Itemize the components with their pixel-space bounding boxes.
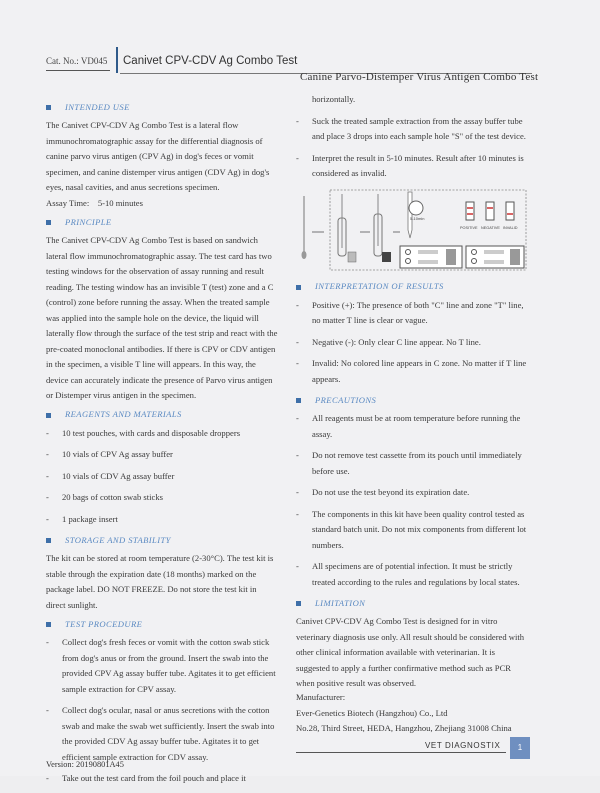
list-item-text: The components in this kit have been quality control tested as standard batch unit. Do not mix components from different lot numbers. <box>312 508 527 550</box>
principle-text: The Canivet CPV-CDV Ag Combo Test is based on sandwich lateral flow immunochromatographic assay. The test card has two testing windows for the observation of assay running and result reading. The testing window has an invisible T (test) zone and a C (control) zone before running the assay. When the treated sample was applied into the sample hole on the device, the liquid will laterally flow through the surface of the test strip and react with the pre-coated monoclonal antibodies. If there is CPV or CDV antigen in the specimen, a visible T line will appears. In this way, the device can accurately indicate the presence of Parvo virus antigen or Distemper virus antigen in the specimen. <box>46 235 278 400</box>
limitation-text: Canivet CPV-CDV Ag Combo Test is designed for in vitro veterinary diagnosis use only. All result should be considered with other clinical information available with veterinarian. It is suggested to apply a further confirmative method such as PCR when positive result was observed. <box>296 616 525 688</box>
section-heading-procedure <box>46 617 278 632</box>
reagents-list <box>46 426 278 528</box>
list-item-text: 10 vials of CPV Ag assay buffer <box>62 449 173 459</box>
intended-use-text: The Canivet CPV-CDV Ag Combo Test is a lateral flow immunochromatographic assay for the differential diagnosis of canine parvo virus antigen (CPV Ag) in dog's feces or vomit specimen, and canine distemper virus antigen (CDV Ag) in dog's eyes, nasal cavities, and anus secretions specimen. <box>46 120 270 192</box>
list-item: - Do not use the test beyond its expiration date. <box>296 487 470 497</box>
footer-rule <box>296 752 506 753</box>
list-item-text: Take out the test card from the foil pouch and place it <box>62 773 246 783</box>
list-item: - The components in this kit have been quality control tested as standard batch unit. Do not mix components from different lot numbers. <box>296 508 527 550</box>
list-item: - 10 vials of CDV Ag assay buffer <box>46 470 175 481</box>
section-title: INTERPRETATION OF RESULTS <box>315 281 444 292</box>
version-text: Version: 20190801A45 <box>46 760 124 769</box>
storage-text: The kit can be stored at room temperature (2-30°C). The test kit is stable through the expiration date (18 months) marked on the package label. DO NOT FREEZE. Do not store the test kit in direct sunlight. <box>46 553 274 610</box>
bullet-square-icon <box>296 398 301 403</box>
manufacturer-label: Manufacturer: <box>296 692 346 702</box>
section-heading-reagents <box>46 408 278 423</box>
section-title: STORAGE AND STABILITY <box>65 534 171 545</box>
result-label-negative: NEGATIVE <box>481 225 500 230</box>
tube-box-icon <box>348 252 356 262</box>
result-positive-icon <box>466 202 474 220</box>
brand-name: VET DIAGNOSTIX <box>425 741 501 750</box>
list-item: - All specimens are of potential infection. It must be strictly treated according to the rules and regulations by local states. <box>296 561 520 587</box>
list-item-text: Collect dog's fresh feces or vomit with the cotton swab stick from dog's anus or from the ground. Insert the swab into the provided CPV Ag assay buffer tube. Agitates it to get efficient sample extraction for CPV assay. <box>62 637 276 694</box>
section-title: PRECAUTIONS <box>315 394 377 405</box>
list-item-text: Do not use the test beyond its expiration date. <box>312 487 470 497</box>
product-subtitle: Canine Parvo-Distemper Virus Antigen Combo Test <box>300 71 539 83</box>
list-item: - 1 package insert <box>46 513 118 524</box>
list-item: - Positive (+): The presence of both "C" line and zone "T" line, no matter T line is clear or vague. <box>296 299 524 325</box>
section-heading-intended-use <box>46 100 278 115</box>
list-item-text: Negative (-): Only clear C line appear. No T line. <box>312 336 481 347</box>
card-label-area <box>510 249 520 265</box>
list-item-text: Positive (+): The presence of both "C" line and zone "T" line, no matter T line is clear or vague. <box>312 299 524 325</box>
section-heading-storage <box>46 533 278 548</box>
result-invalid-icon <box>506 202 514 220</box>
manufacturer-name: Ever-Genetics Biotech (Hangzhou) Co., Ltd <box>296 707 448 718</box>
bullet-square-icon <box>296 601 301 606</box>
swab-tip <box>302 251 307 259</box>
manufacturer-address: No.28, Third Street, HEDA, Hangzhou, Zhejiang 31008 China <box>296 723 512 733</box>
procedure-illustration <box>296 188 528 274</box>
section-title: INTENDED USE <box>65 101 130 112</box>
manufacturer-block <box>296 690 512 737</box>
bullet-square-icon <box>46 622 51 627</box>
list-item-text: Interpret the result in 5-10 minutes. Result after 10 minutes is considered as invalid. <box>312 152 524 178</box>
bullet-square-icon <box>46 538 51 543</box>
list-item: - Take out the test card from the foil pouch and place it <box>46 773 246 783</box>
bullet-square-icon <box>46 413 51 418</box>
dropper-icon <box>408 192 412 238</box>
result-negative-icon <box>486 202 494 220</box>
assay-time: Assay Time: 5-10 minutes <box>46 197 143 208</box>
tube-box-icon <box>382 252 391 262</box>
section-heading-interpretation <box>296 280 528 295</box>
result-label-positive: POSITIVE <box>460 225 478 230</box>
interpretation-list <box>296 298 528 388</box>
list-item-text: Invalid: No colored line appears in C zone. No matter if T line appears. <box>312 358 527 384</box>
section-title: TEST PROCEDURE <box>65 618 143 629</box>
product-title: Canivet CPV-CDV Ag Combo Test <box>123 55 298 67</box>
section-title: PRINCIPLE <box>65 216 112 227</box>
timer-icon <box>409 201 423 215</box>
list-item-text: 10 test pouches, with cards and disposable droppers <box>62 427 241 438</box>
list-item: - 20 bags of cotton swab sticks <box>46 492 163 502</box>
bullet-square-icon <box>296 285 301 290</box>
precautions-list <box>296 411 528 590</box>
list-item: - Do not remove test cassette from its pouch until immediately before use. <box>296 450 522 476</box>
list-item-text: All specimens are of potential infection. It must be strictly treated according to the rules and regulations by local states. <box>312 561 520 587</box>
header-underline <box>46 70 110 71</box>
section-heading-principle <box>46 215 278 230</box>
list-item: - Negative (-): Only clear C line appear. No T line. <box>296 336 481 347</box>
list-item-text: 10 vials of CDV Ag assay buffer <box>62 470 175 481</box>
card-label-area <box>446 249 456 265</box>
list-item: - 10 test pouches, with cards and disposable droppers <box>46 427 241 438</box>
list-item-text: Do not remove test cassette from its pouch until immediately before use. <box>312 450 522 476</box>
page-number-badge: 1 <box>510 737 530 759</box>
list-item-text: All reagents must be at room temperature before running the assay. <box>312 413 521 439</box>
test-window <box>484 260 504 264</box>
result-label-invalid: INVALID <box>503 225 518 230</box>
header-divider <box>116 47 118 73</box>
list-item: - Interpret the result in 5-10 minutes. Result after 10 minutes is considered as invalid. <box>296 152 524 178</box>
list-item: - All reagents must be at room temperature before running the assay. <box>296 413 521 439</box>
list-item-text: Collect dog's ocular, nasal or anus secretions with the cotton swab and make the swab wet sufficiently. Insert the swab into the provided CDV Ag assay buffer tube. Agitates it to get efficient sample extraction for CDV assay. <box>62 705 275 762</box>
timer-label: 5-10min <box>410 215 425 221</box>
continued-text: horizontally. <box>312 94 356 104</box>
section-title: LIMITATION <box>315 597 366 608</box>
section-heading-precautions <box>296 393 528 408</box>
list-item: - Invalid: No colored line appears in C zone. No matter if T line appears. <box>296 358 527 384</box>
list-item-text: Suck the treated sample extraction from the assay buffer tube and place 3 drops into each sample hole "S" of the test device. <box>312 115 526 141</box>
bullet-square-icon <box>46 105 51 110</box>
list-item: - Collect dog's ocular, nasal or anus secretions with the cotton swab and make the swab wet sufficiently. Insert the swab into the provided CDV Ag assay buffer tube. Agitates it to get efficient sample extraction for CDV assay. <box>46 705 275 762</box>
test-window <box>418 250 438 254</box>
procedure-diagram <box>296 188 528 274</box>
section-title: REAGENTS AND MATERIALS <box>65 409 182 420</box>
test-window <box>418 260 438 264</box>
list-item-text: 1 package insert <box>62 513 118 524</box>
section-heading-limitation <box>296 596 528 611</box>
list-item: - Collect dog's fresh feces or vomit with the cotton swab stick from dog's anus or from the ground. Insert the swab into the provided CPV Ag assay buffer tube. Agitates it to get efficient sample extraction for CPV assay. <box>46 637 276 694</box>
bullet-square-icon <box>46 220 51 225</box>
right-column <box>296 92 528 692</box>
list-item: - Suck the treated sample extraction from the assay buffer tube and place 3 drops into each sample hole "S" of the test device. <box>296 115 526 141</box>
test-window <box>484 250 504 254</box>
list-item-text: 20 bags of cotton swab sticks <box>62 492 163 502</box>
list-item: - 10 vials of CPV Ag assay buffer <box>46 449 173 459</box>
catalog-number: Cat. No.: VD045 <box>46 56 108 66</box>
left-column <box>46 96 278 793</box>
